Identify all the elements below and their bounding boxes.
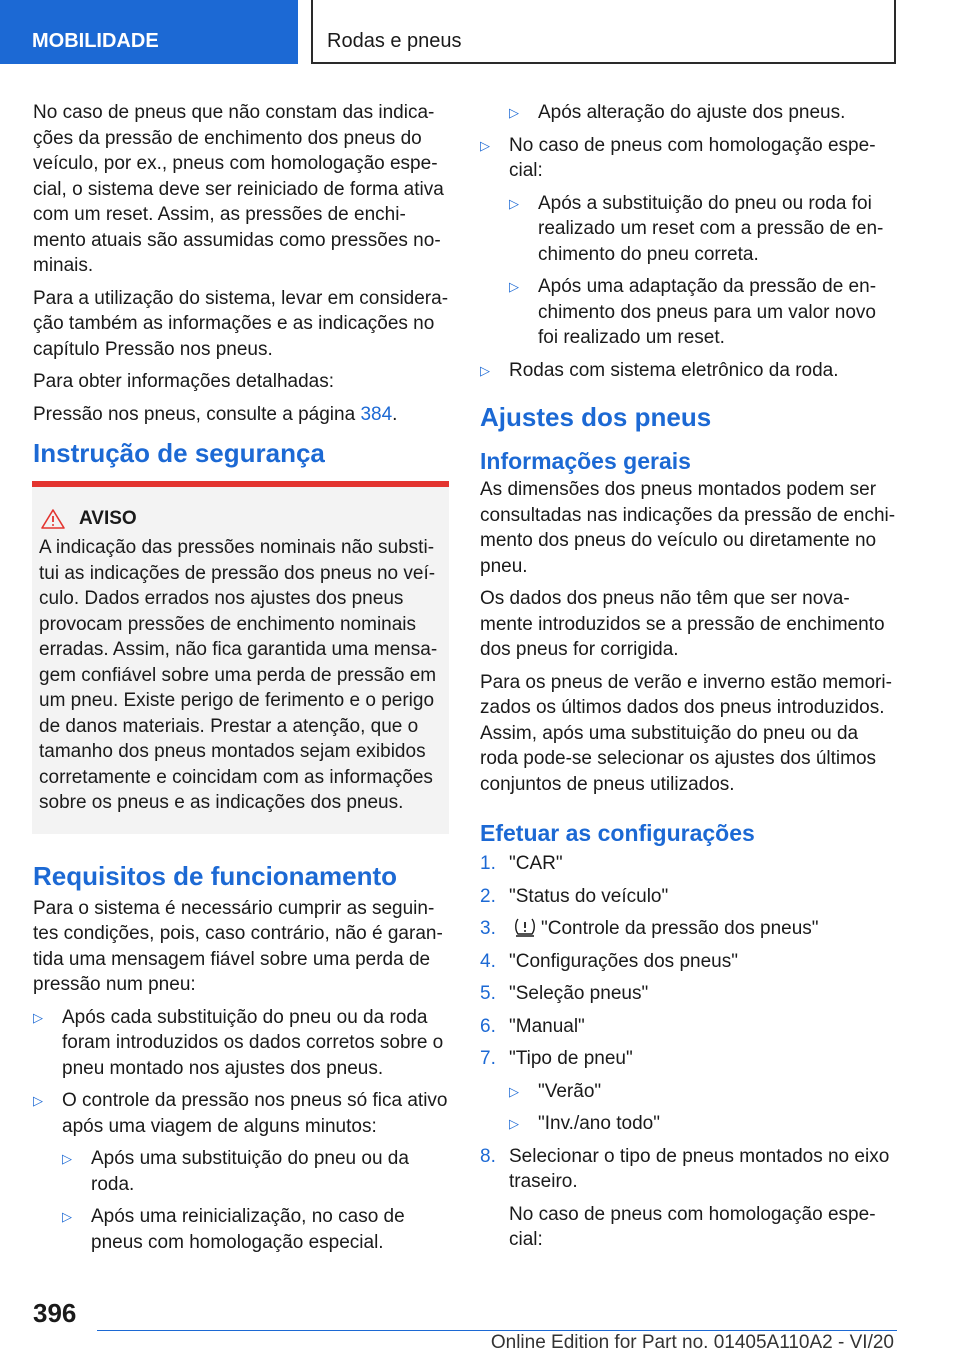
step-item <box>480 1046 896 1137</box>
intro-paragraph-3: Para obter informações detalhadas: <box>33 371 335 392</box>
step-number: 4. <box>480 950 496 972</box>
list-item-text: O controle da pressão nos pneus só fica ativo após uma viagem de alguns minutos: <box>62 1090 448 1137</box>
requirements-heading: Requisitos de funcionamento <box>33 860 398 891</box>
list-item <box>62 1146 449 1197</box>
list-item <box>33 1005 449 1082</box>
step-text: "CAR" <box>509 853 563 874</box>
left-column <box>33 100 449 1262</box>
list-item <box>62 1204 449 1255</box>
requirements-intro: Para o sistema é necessário cumprir as seguintes condições, pois, caso contrário, não é garantida uma mensagem fiável sobre uma perda de pressão num pneu: <box>33 897 443 995</box>
intro-paragraph-2: Para a utilização do sistema, levar em consideração também as informações e as indicações no capítulo Pressão nos pneus. <box>33 287 449 360</box>
warning-box <box>32 481 449 834</box>
step-number: 8. <box>480 1145 496 1167</box>
step-number: 7. <box>480 1048 496 1069</box>
list-item-text: "Verão" <box>538 1080 602 1102</box>
bullet-triangle-icon: ▷ <box>509 1116 519 1131</box>
footer-divider <box>97 1330 897 1331</box>
list-item-text: Após cada substituição do pneu ou da roda foram introduzidos os dados corretos sobre o pneu montado nos ajustes dos pneus. <box>62 1006 444 1079</box>
step-text: "Manual" <box>509 1015 585 1037</box>
warning-title-row <box>39 507 441 531</box>
list-item <box>33 1088 449 1255</box>
page-reference <box>33 402 449 428</box>
page-header <box>0 0 960 66</box>
list-item-text: Após uma adaptação da pressão de enchimento dos pneus para um valor novo foi realizado um reset. <box>538 276 877 348</box>
page-link[interactable]: 384 <box>360 403 393 425</box>
step-note: No caso de pneus com homologação especial: <box>509 1203 876 1250</box>
step-text: "Configurações dos pneus" <box>509 950 738 972</box>
config-heading: Efetuar as configurações <box>480 820 755 846</box>
right-column <box>480 100 896 1260</box>
special-sublist <box>509 191 896 351</box>
bullet-triangle-icon: ▷ <box>509 279 519 294</box>
reference-end: . <box>392 403 398 425</box>
general-paragraph-3: Para os pneus de verão e inverno estão memorizados os últimos dados dos pneus introduzidos. Assim, após uma substituição do pneu ou da roda pode-se selecionar os ajustes dos últimos conjuntos de pneus utilizados. <box>480 671 892 795</box>
bullet-triangle-icon: ▷ <box>509 1083 519 1099</box>
step-item <box>480 981 896 1007</box>
step-item <box>480 949 896 975</box>
step-number: 6. <box>480 1015 496 1037</box>
step-number: 1. <box>480 853 496 874</box>
list-item-text: Após a substituição do pneu ou roda foi realizado um reset com a pressão de enchimento do pneu correta. <box>538 192 884 265</box>
page-number: 396 <box>33 1298 77 1328</box>
edition-footer: Online Edition for Part no. 01405A110A2 - VI/20 <box>490 1332 894 1353</box>
step-text: Selecionar o tipo de pneus montados no eixo traseiro. <box>509 1145 890 1192</box>
bullet-triangle-icon: ▷ <box>62 1151 72 1166</box>
warning-text: A indicação das pressões nominais não substitui as indicações de pressão dos pneus no veículo. Dados errados nos ajustes dos pneus provocam pressões de enchimento nominais erradas. Assim, não fica garantida uma mensagem confiável sobre uma perda de pressão em um pneu. Existe perigo de ferimento e o perigo de danos materiais. Prestar a atenção, que o tamanho dos pneus montados sejam exibidos corretamente e coincidam com as informações sobre os pneus e as indicações dos pneus. <box>39 537 438 813</box>
list-item <box>480 100 896 126</box>
list-item-text: Rodas com sistema eletrônico da roda. <box>509 359 839 381</box>
requirements-sublist <box>62 1146 449 1255</box>
section-tab: MOBILIDADE <box>0 0 298 64</box>
safety-heading: Instrução de segurança <box>33 438 325 468</box>
step-item <box>480 1144 896 1253</box>
step-number: 2. <box>480 885 496 907</box>
intro-paragraph-1: No caso de pneus que não constam das indicações da pressão de enchimento dos pneus do veículo, por ex., pneus com homologação especial, o sistema deve ser reiniciado de forma ativa com um reset. Assim, as pressões de enchimento atuais são assumidas como pressões nominais. <box>33 102 444 276</box>
list-item <box>509 274 896 351</box>
bullet-triangle-icon: ▷ <box>33 1009 43 1025</box>
list-item-text: Após alteração do ajuste dos pneus. <box>538 102 846 123</box>
step-text: "Controle da pressão dos pneus" <box>541 918 819 939</box>
general-paragraph-1: As dimensões dos pneus montados podem ser consultadas nas indicações da pressão de enchimento dos pneus do veículo ou diretamente no pneu. <box>480 479 896 577</box>
step-item <box>480 884 896 910</box>
chapter-tab: Rodas e pneus <box>311 0 896 64</box>
adjust-heading: Ajustes dos pneus <box>480 402 712 432</box>
step-text: "Status do veículo" <box>509 885 669 907</box>
step-text: "Seleção pneus" <box>509 983 649 1004</box>
list-item-text: No caso de pneus com homologação especial: <box>509 134 876 181</box>
step-item <box>480 851 896 877</box>
list-item <box>509 1111 896 1137</box>
list-item-text: "Inv./ano todo" <box>538 1113 660 1134</box>
warning-title: AVISO <box>79 508 137 529</box>
continued-list <box>480 100 896 383</box>
step-item <box>480 916 896 942</box>
warning-triangle-icon <box>39 508 79 530</box>
list-item <box>480 133 896 351</box>
tire-pressure-icon <box>513 916 537 938</box>
step-item <box>480 1014 896 1040</box>
requirements-list <box>33 1005 449 1256</box>
list-item-text: Após uma reinicialização, no caso de pneus com homologação especial. <box>91 1206 405 1253</box>
general-heading: Informações gerais <box>480 448 691 474</box>
bullet-triangle-icon: ▷ <box>62 1209 72 1224</box>
step-number: 5. <box>480 983 496 1004</box>
list-item <box>509 1079 896 1105</box>
list-item-text: Após uma substituição do pneu ou da roda. <box>91 1148 409 1195</box>
bullet-triangle-icon: ▷ <box>509 195 519 211</box>
general-paragraph-2: Os dados dos pneus não têm que ser novamente introduzidos se a pressão de enchimento dos pneus for corrigida. <box>480 588 885 660</box>
bullet-triangle-icon: ▷ <box>480 137 490 153</box>
reference-text: Pressão nos pneus, consulte a página <box>33 403 361 425</box>
bullet-triangle-icon: ▷ <box>480 362 490 378</box>
config-steps <box>480 851 896 1253</box>
list-item <box>509 191 896 268</box>
bullet-triangle-icon: ▷ <box>33 1093 43 1108</box>
list-item <box>480 358 896 384</box>
step-text: "Tipo de pneu" <box>509 1048 633 1069</box>
step-number: 3. <box>480 918 496 939</box>
bullet-triangle-icon: ▷ <box>509 105 519 120</box>
tire-type-list <box>509 1079 896 1137</box>
